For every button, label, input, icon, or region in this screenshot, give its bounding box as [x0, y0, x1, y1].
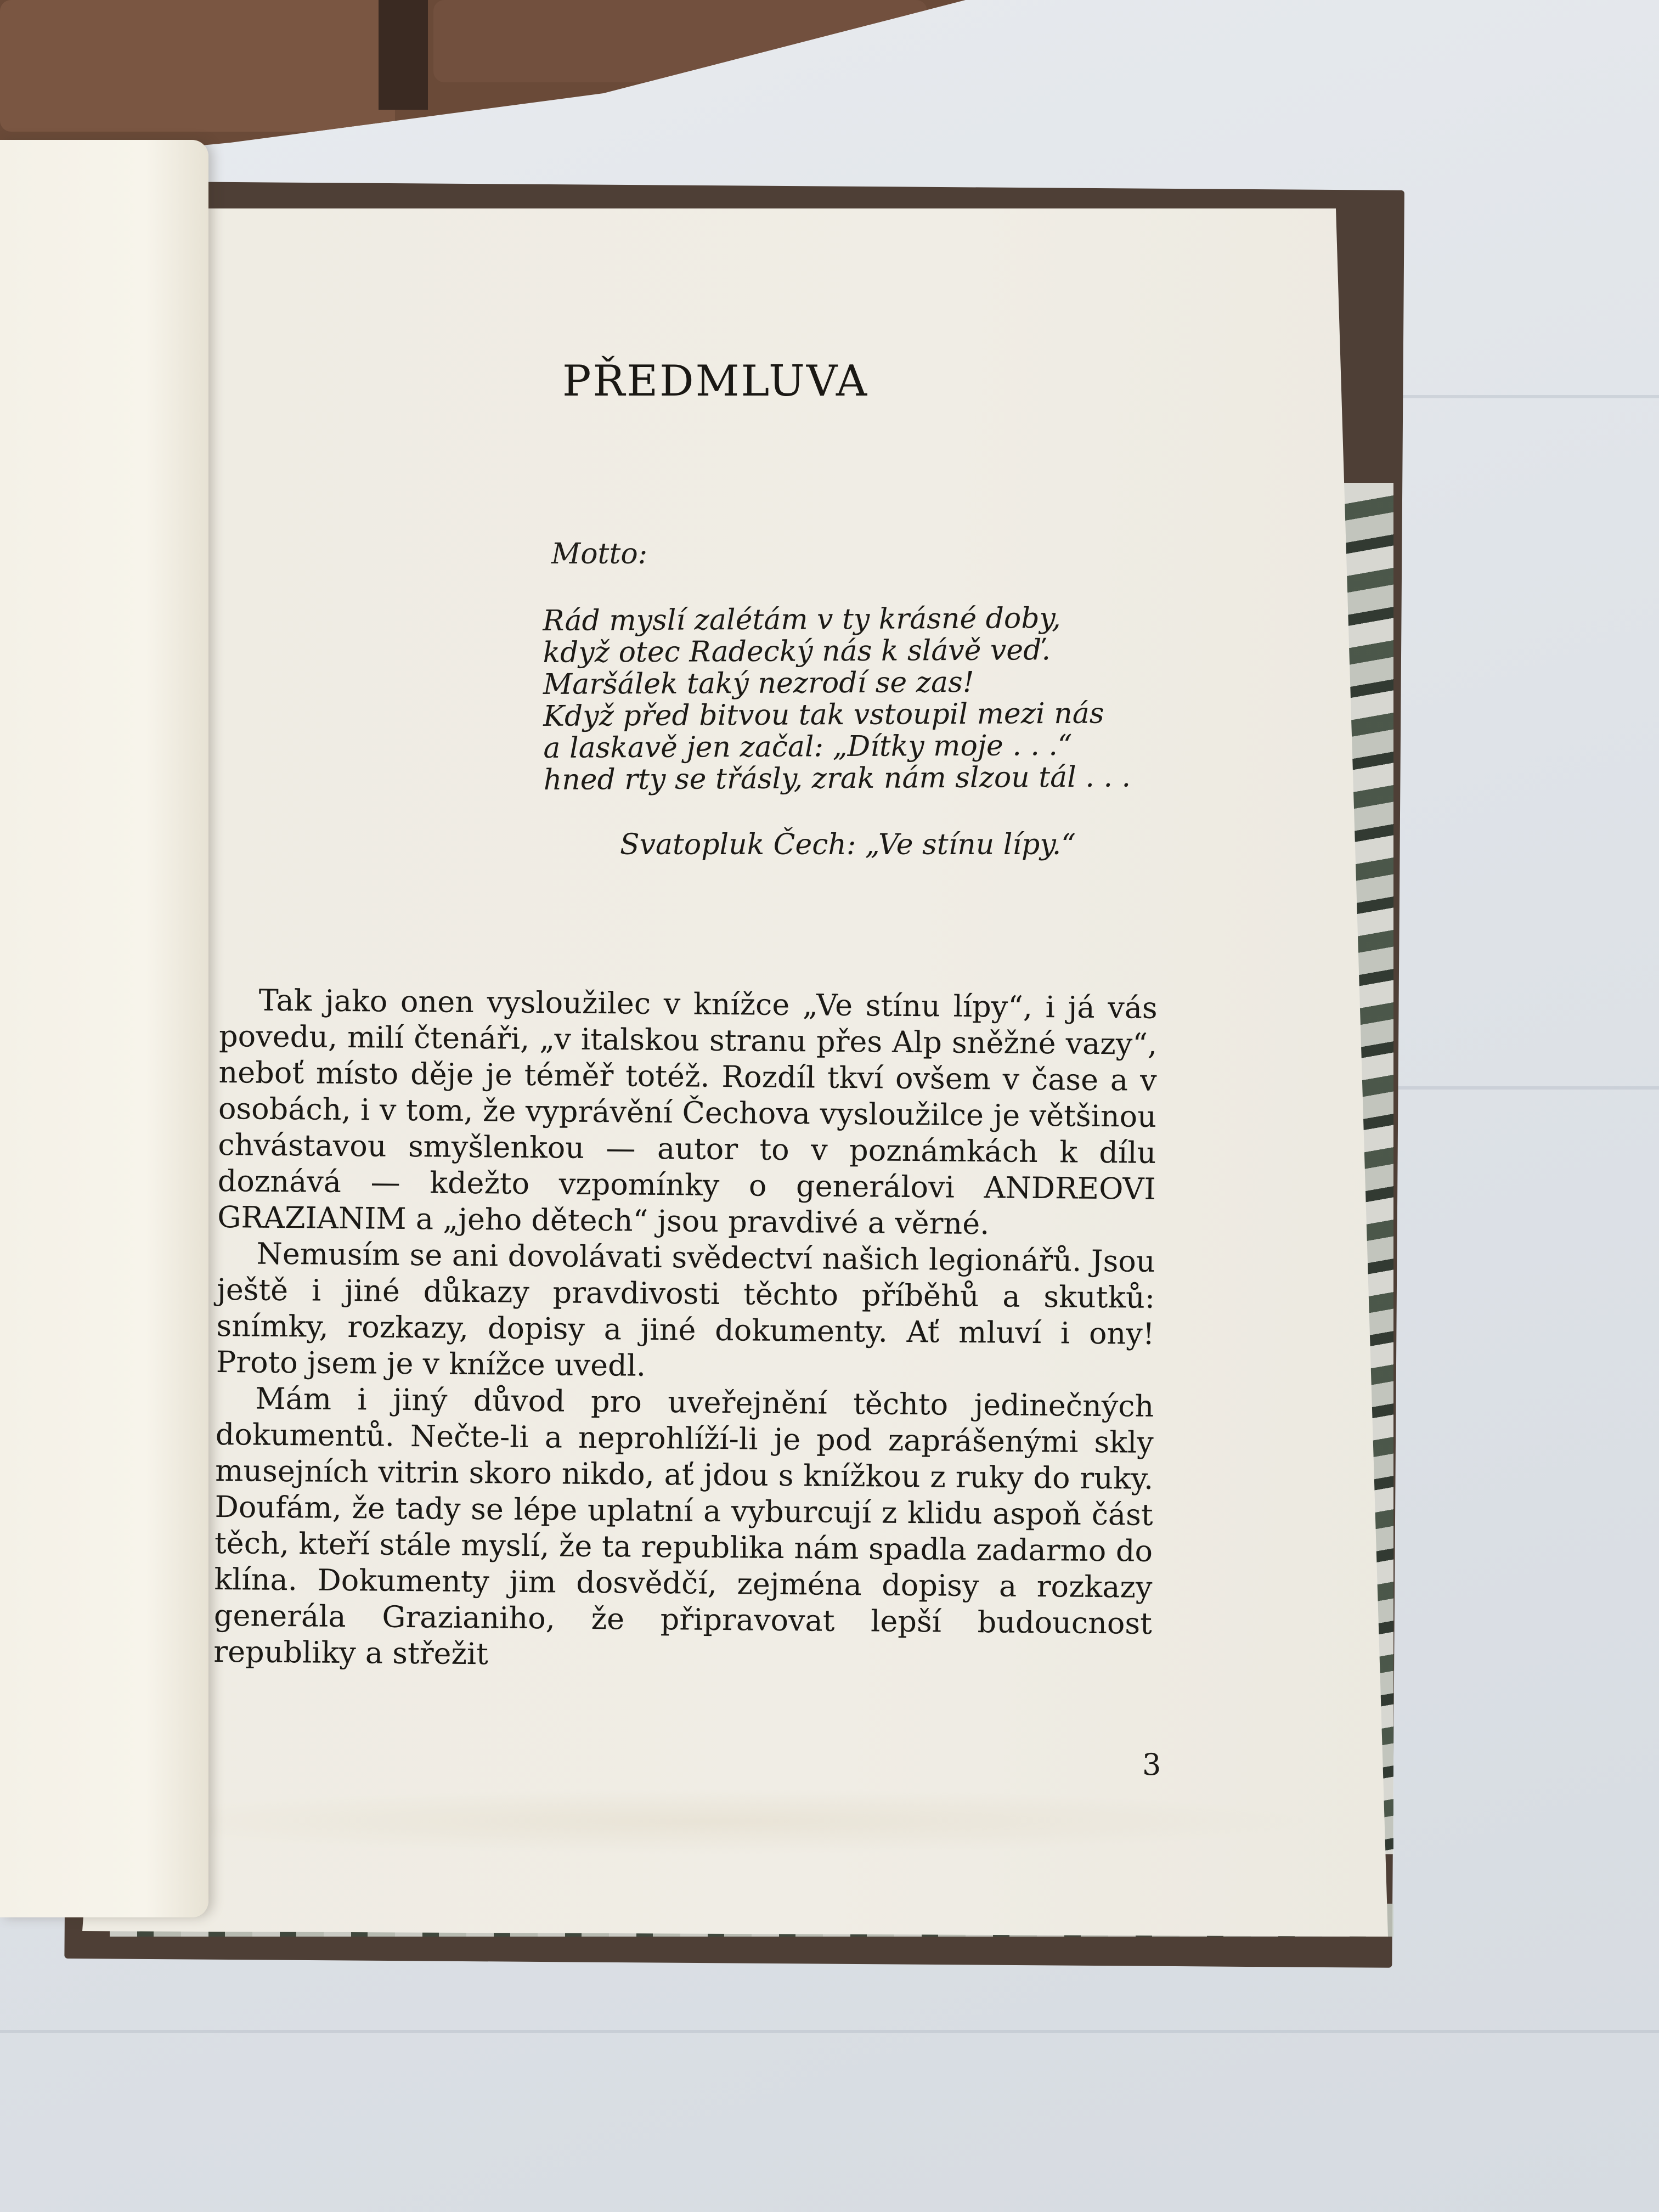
page-stain	[110, 1788, 1317, 1854]
page-number: 3	[1142, 1747, 1161, 1782]
poem-line: Maršálek taký nezrodí se zas!	[543, 665, 974, 701]
page-title: PŘEDMLUVA	[562, 357, 869, 406]
poem-line: hned rty se třásly, zrak nám slzou tál . . .	[543, 760, 1131, 797]
motto-label: Motto:	[551, 538, 648, 571]
book-page-left	[0, 140, 208, 1917]
paragraph: Nemusím se ani dovolávati svědectví našich legionářů. Jsou ještě i jiné důkazy pravdivosti těchto příběhů a skutků: snímky, rozkazy, dopisy a jiné dokumenty. Ať mluví i ony! Proto jsem je v knížce uvedl.	[216, 1236, 1155, 1383]
body-text	[213, 982, 1158, 1678]
paragraph: Mám i jiný důvod pro uveřejnění těchto jedinečných dokumentů. Nečte-li a neprohlíží-li je pod zaprášenými skly musejních vitrin skoro nikdo, ať jdou s knížkou z ruky do ruky. Doufám, že tady se lépe uplatní a vyburcují z klidu aspoň část těch, kteří stále myslí, že ta republika nám spadla zadarmo do klína. Dokumenty jim dosvědčí, zejména dopisy a rozkazy generála Grazianiho, že připravovat lepší budoucnost republiky a střežit	[213, 1381, 1154, 1672]
poem-line: Rád myslí zalétám v ty krásné doby,	[543, 602, 1061, 637]
brick	[0, 0, 395, 132]
poem-line: když otec Radecký nás k slávě veď.	[543, 634, 1051, 669]
poem-line: Když před bitvou tak vstoupil mezi nás	[543, 697, 1104, 733]
motto-poem	[543, 602, 1164, 796]
table-plank-seam	[0, 2030, 1659, 2033]
brick-joint	[379, 0, 428, 110]
motto-attribution: Svatopluk Čech: „Ve stínu lípy.“	[620, 828, 1076, 861]
paragraph: Tak jako onen vysloužilec v knížce „Ve stínu lípy“, i já vás povedu, milí čtenáři, „v italskou stranu přes Alp sněžné vazy“, neboť místo děje je téměř totéž. Rozdíl tkví ovšem v čase a v osobách, i v tom, že vyprávění Čechova vysloužilce je většinou chvástavou smyšlenkou — autor to v poznámkách k dílu doznává — kdežto vzpomínky o generálovi ANDREOVI GRAZIANIM a „jeho dětech“ jsou pravdivé a věrné.	[217, 983, 1158, 1242]
poem-line: a laskavě jen začal: „Dítky moje . . .“	[543, 729, 1073, 765]
